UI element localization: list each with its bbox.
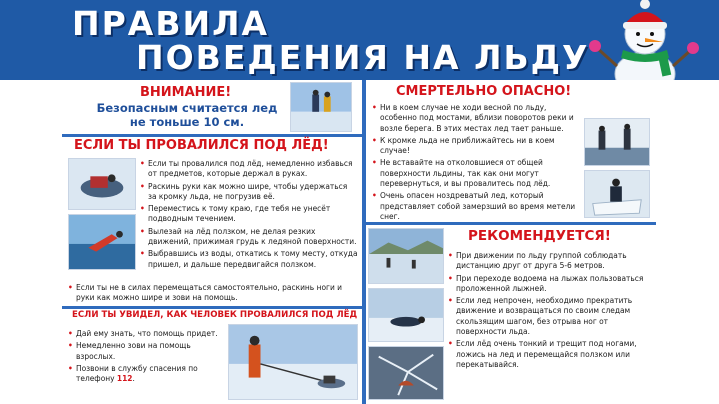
photo-person-on-ice-floe bbox=[584, 170, 650, 218]
list-item: • Раскинь руки как можно шире, чтобы удержаться за кромку льда, не погрузив её. bbox=[140, 181, 358, 202]
saw-someone-heading: ЕСЛИ ТЫ УВИДЕЛ, КАК ЧЕЛОВЕК ПРОВАЛИЛСЯ ПОД ЛЁД bbox=[72, 310, 358, 320]
deadly-heading: СМЕРТЕЛЬНО ОПАСНО! bbox=[396, 84, 572, 99]
list-item: • Если ты не в силах перемещаться самостоятельно, раскинь ноги и руки как можно шире и зови на помощь. bbox=[68, 282, 360, 303]
photo-people-near-edge bbox=[584, 118, 650, 166]
list-item: • Дай ему знать, что помощь придет. bbox=[68, 328, 224, 338]
vertical-divider bbox=[362, 80, 366, 404]
list-item bbox=[68, 363, 224, 384]
list-item: • Очень опасен ноздреватый лед, который представляет собой замерзший во время метели снег. bbox=[372, 190, 580, 221]
list-item: • При движении по льду группой соблюдать дистанцию друг от друга 5-6 метров. bbox=[448, 250, 652, 271]
emergency-number: 112 bbox=[116, 373, 133, 384]
title-line-2: ПОВЕДЕНИЯ НА ЛЬДУ bbox=[136, 38, 590, 77]
list-item: • Выбравшись из воды, откатись к тому месту, откуда пришел, и дальше передвигайся ползком. bbox=[140, 248, 358, 269]
list-item: • К кромке льда не приближайтесь ни в коем случае! bbox=[372, 135, 580, 156]
photo-group-on-river bbox=[368, 228, 444, 284]
attention-panel bbox=[62, 82, 360, 134]
call-suffix: . bbox=[132, 373, 135, 384]
photo-people-on-ice bbox=[290, 82, 352, 132]
list-item: • Немедленно зови на помощь взрослых. bbox=[68, 340, 224, 361]
divider-saw bbox=[62, 306, 362, 309]
photo-person-in-ice-hole bbox=[68, 158, 136, 210]
divider-attention bbox=[62, 134, 362, 137]
divider-recommended bbox=[366, 222, 656, 225]
photo-crawling-on-ice bbox=[368, 288, 444, 342]
fell-through-list bbox=[140, 158, 358, 269]
list-item: • Если ты провалился под лёд, немедленно избавься от предметов, которые держал в руках. bbox=[140, 158, 358, 179]
list-item: • Если лед непрочен, необходимо прекратить движение и возвращаться по своим следам скользящим шагом, без отрыва ног от поверхности льда. bbox=[448, 295, 652, 336]
call-prefix: Позвони в службу спасения по телефону bbox=[76, 362, 198, 384]
list-item: • Не вставайте на отколовшиеся от общей поверхности льдины, так как они могут перевернуться, и вы провалитесь под лёд. bbox=[372, 157, 580, 188]
list-item: • Переместись к тому краю, где тебя не унесёт подводным течением. bbox=[140, 203, 358, 224]
snowman-icon bbox=[583, 0, 701, 80]
list-item: • Ни в коем случае не ходи весной по льду, особенно под мостами, вблизи поворотов реки и возле берега. В этих местах лед тает раньше. bbox=[372, 102, 580, 133]
deadly-list bbox=[372, 102, 580, 221]
fell-through-extra bbox=[68, 282, 360, 303]
photo-rescue-scene bbox=[228, 324, 358, 400]
saw-someone-list bbox=[68, 328, 224, 383]
list-item: • Если лёд очень тонкий и трещит под ногами, ложись на лед и перемещайся ползком или перекатывайся. bbox=[448, 338, 652, 369]
attention-heading: ВНИМАНИЕ! bbox=[140, 85, 232, 100]
recommended-list bbox=[448, 250, 652, 369]
poster-header bbox=[0, 0, 719, 80]
fell-through-heading: ЕСЛИ ТЫ ПРОВАЛИЛСЯ ПОД ЛЁД! bbox=[74, 138, 329, 153]
attention-line-1: Безопасным считается лед bbox=[96, 101, 278, 115]
list-item: • Вылезай на лёд ползком, не делая резких движений, прижимая грудь к ледяной поверхности. bbox=[140, 226, 358, 247]
attention-line-2: не тоньше 10 см. bbox=[129, 115, 245, 129]
list-item: • При переходе водоема на лыжах пользоваться проложенной лыжней. bbox=[448, 273, 652, 294]
recommended-heading: РЕКОМЕНДУЕТСЯ! bbox=[468, 228, 611, 244]
title-line-1: ПРАВИЛА bbox=[72, 4, 270, 43]
photo-person-climbing-out bbox=[68, 214, 136, 270]
attention-text bbox=[82, 101, 292, 129]
photo-cracked-ice bbox=[368, 346, 444, 400]
